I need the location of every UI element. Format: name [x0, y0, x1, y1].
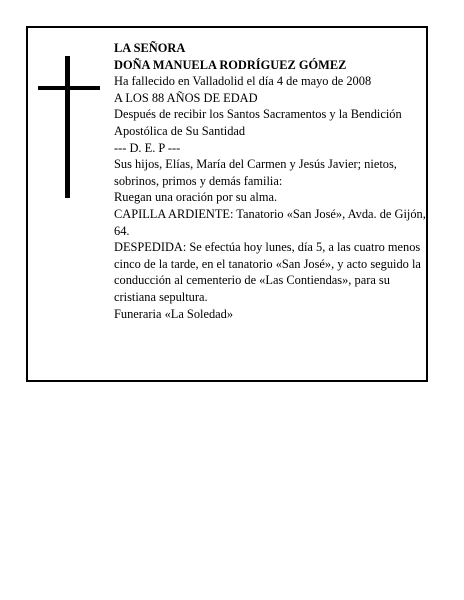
cross-horizontal-bar	[38, 86, 100, 90]
obituary-notice	[26, 26, 428, 382]
notice-text-block	[114, 40, 426, 322]
rip-line: --- D. E. P ---	[114, 140, 181, 155]
prayer-line: Ruegan una oración por su alma.	[114, 190, 278, 205]
cross-icon	[38, 56, 100, 198]
cross-vertical-bar	[65, 56, 70, 198]
deceased-name: DOÑA MANUELA RODRÍGUEZ GÓMEZ	[114, 57, 347, 72]
sacraments-line: Después de recibir los Santos Sacramentos y la Bendición Apostólica de Su Santidad	[114, 107, 402, 138]
notice-title: LA SEÑORA	[114, 41, 186, 55]
farewell-line: DESPEDIDA: Se efectúa hoy lunes, día 5, a las cuatro menos cinco de la tarde, en el tanatorio «San José», y acto seguido la conducción al cementerio de «Las Contiendas», para su cristiana sepultura.	[114, 240, 421, 304]
funeral-home-line: Funeraria «La Soledad»	[114, 306, 234, 321]
age-line: A LOS 88 AÑOS DE EDAD	[114, 90, 258, 105]
chapel-line: CAPILLA ARDIENTE: Tanatorio «San José», Avda. de Gijón, 64.	[114, 206, 426, 238]
death-line: Ha fallecido en Valladolid el día 4 de mayo de 2008	[114, 74, 372, 89]
family-line: Sus hijos, Elías, María del Carmen y Jesús Javier; nietos, sobrinos, primos y demás familia:	[114, 157, 397, 188]
